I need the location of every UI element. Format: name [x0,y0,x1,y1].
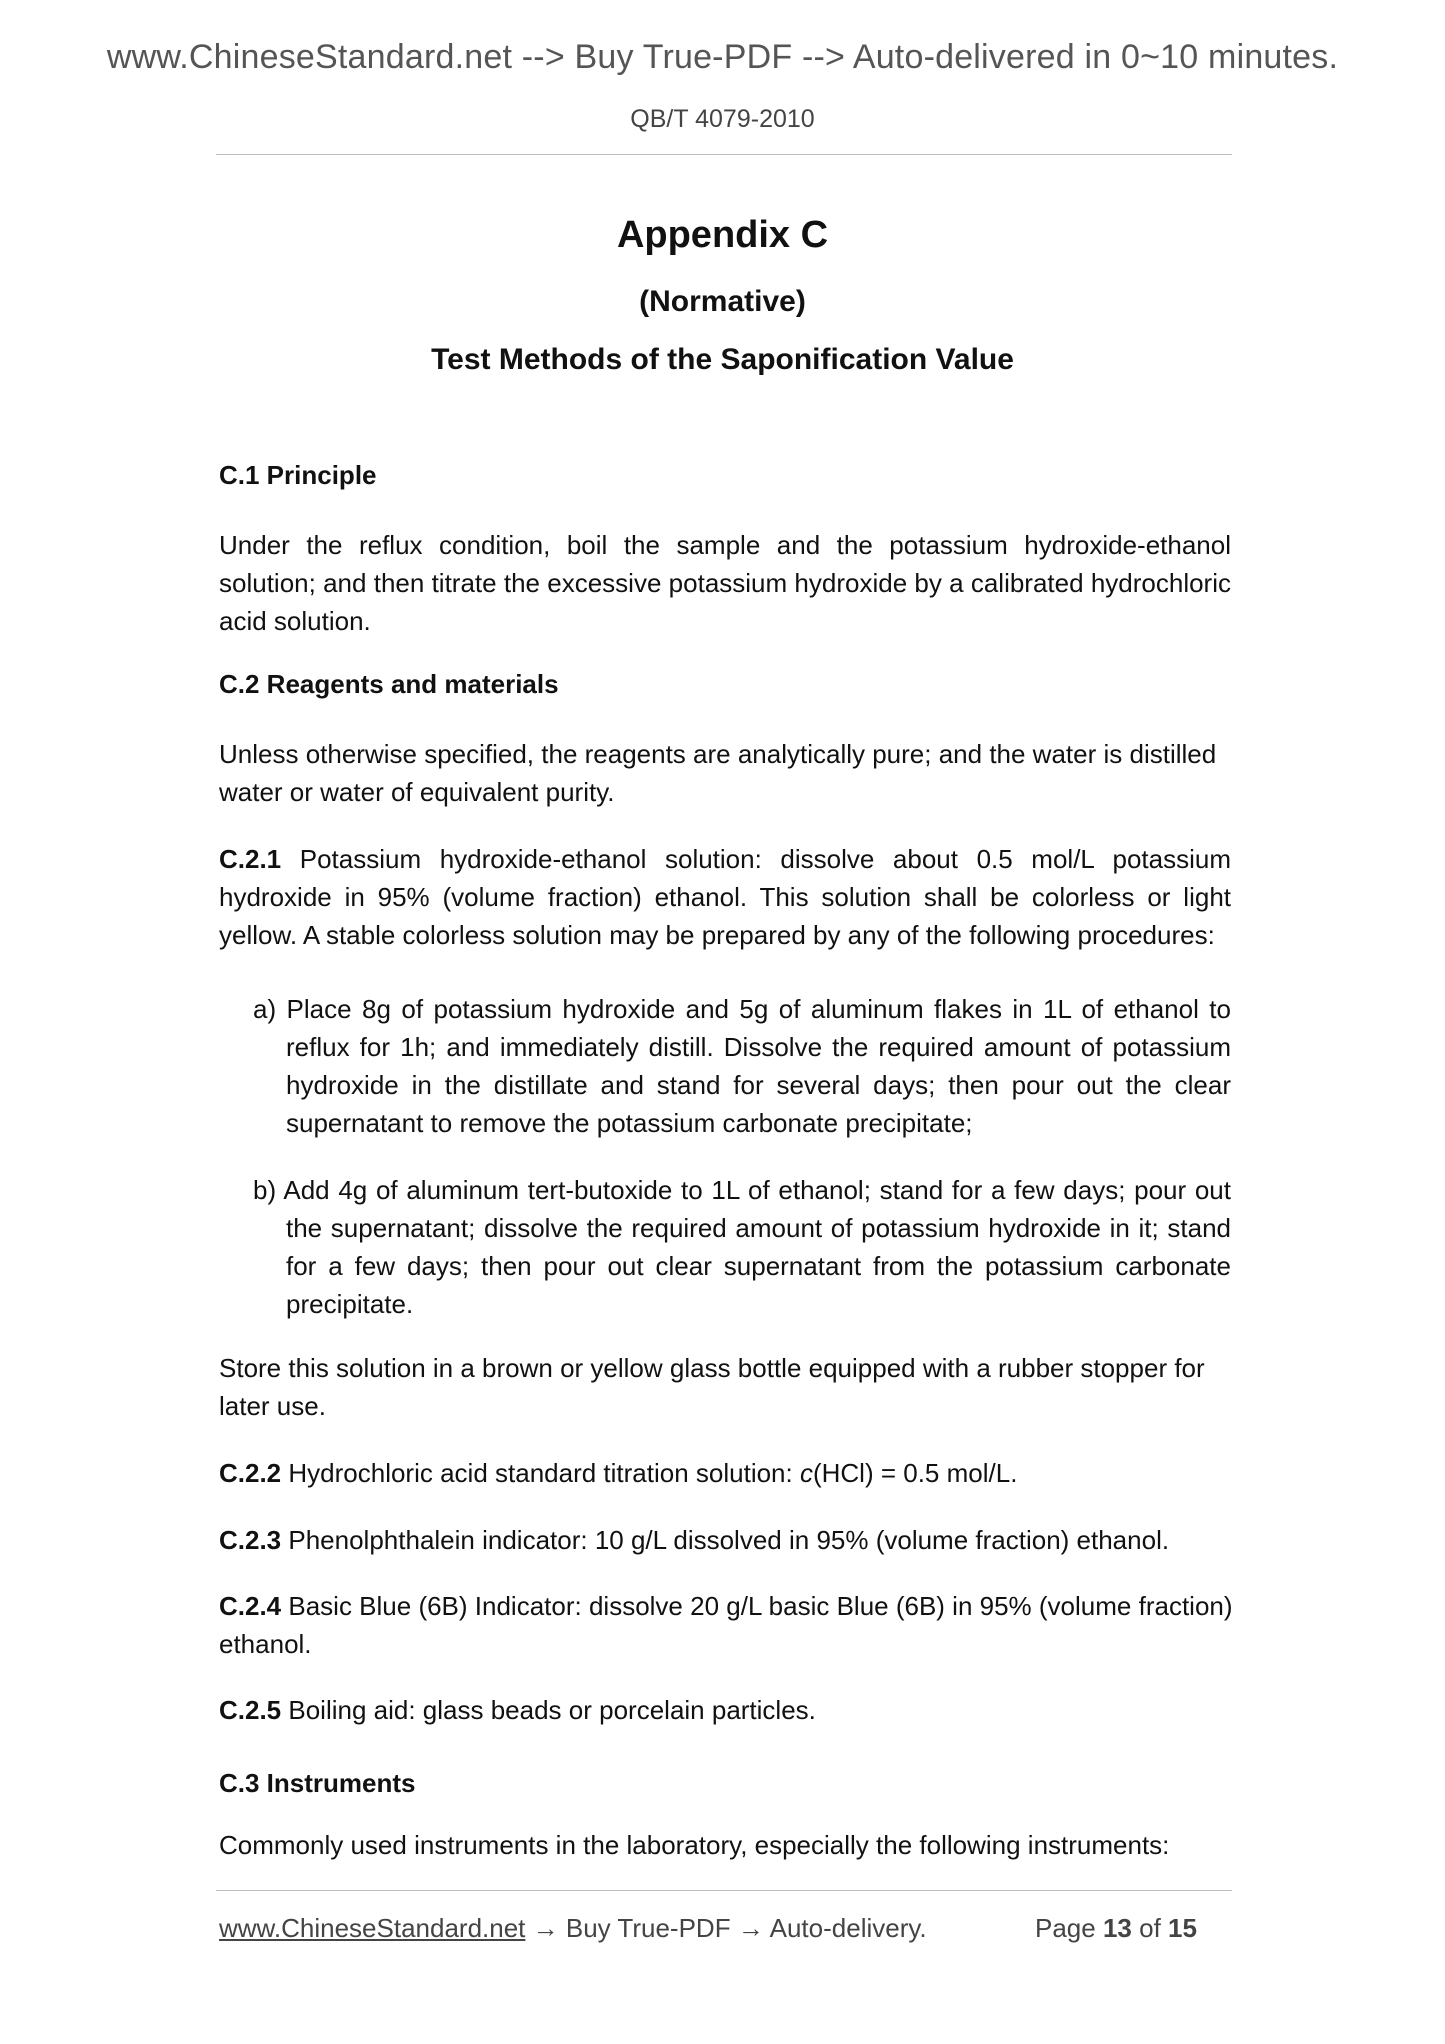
page-number: 13 [1102,1913,1132,1943]
paragraph-c21 [219,840,1231,954]
clause-text: Boiling aid: glass beads or porcelain particles. [281,1695,816,1725]
clause-text: Basic Blue (6B) Indicator: dissolve 20 g/L basic Blue (6B) in 95% (volume fraction) ethanol. [219,1591,1233,1659]
paragraph-c1: Under the reflux condition, boil the sample and the potassium hydroxide-ethanol solution; and then titrate the excessive potassium hydroxide by a calibrated hydrochloric acid solution. [219,530,1231,636]
clause-number: C.2.1 [219,844,282,874]
formula-symbol: c [799,1458,813,1488]
page-of-label: of [1139,1913,1161,1943]
section-heading-c3: C.3 Instruments [219,1768,416,1798]
paragraph-c2: Unless otherwise specified, the reagents are analytically pure; and the water is distilled water or water of equivalent purity. [219,739,1217,807]
clause-text: Potassium hydroxide-ethanol solution: dissolve about 0.5 mol/L potassium hydroxide in 95% (volume fraction) ethanol. This solution shall be colorless or light yellow. A stable colorless solution may be prepared by any of the following procedures: [219,844,1231,950]
arrow-right-icon: → [737,1913,764,1943]
paragraph-c24 [219,1587,1241,1663]
clause-text: Hydrochloric acid standard titration solution: [281,1458,800,1488]
appendix-title: Appendix C [616,214,829,256]
clause-number: C.2.3 [219,1525,282,1555]
clause-number: C.2.4 [219,1591,282,1621]
page-total: 15 [1168,1913,1197,1943]
clause-number: C.2.2 [219,1458,282,1488]
section-heading-c1: C.1 Principle [219,460,377,490]
footer-divider [216,1890,1232,1891]
footer-delivery-text: Auto-delivery. [769,1913,927,1943]
site-banner: www.ChineseStandard.net --> Buy True-PDF --> Auto-delivered in 0~10 minutes. [106,38,1339,76]
paragraph-c25 [219,1691,1231,1729]
appendix-topic: Test Methods of the Saponification Value [431,343,1014,376]
clause-text: Phenolphthalein indicator: 10 g/L dissolved in 95% (volume fraction) ethanol. [281,1525,1170,1555]
clause-text-formula: (HCl) = 0.5 mol/L. [812,1458,1018,1488]
paragraph-c23 [219,1521,1231,1559]
arrow-right-icon: → [532,1913,559,1943]
paragraph-c22 [219,1454,1231,1492]
paragraph-c3: Commonly used instruments in the laboratory, especially the following instruments: [219,1830,1170,1860]
footer-site-link[interactable]: www.ChineseStandard.net [219,1913,526,1943]
footer-buy-text: Buy True-PDF [565,1913,731,1943]
header-divider [216,154,1232,155]
footer-promo [219,1913,927,1944]
page-indicator [1035,1913,1197,1944]
document-code: QB/T 4079-2010 [630,105,815,133]
page-label: Page [1035,1913,1096,1943]
list-item-b: b) Add 4g of aluminum tert-butoxide to 1L of ethanol; stand for a few days; pour out the supernatant; dissolve the required amount of potassium hydroxide in it; stand for a few days; then pour out clear supernatant from the potassium carbonate precipitate. [253,1175,1231,1319]
list-item-a: a) Place 8g of potassium hydroxide and 5g of aluminum flakes in 1L of ethanol to reflux for 1h; and immediately distill. Dissolve the required amount of potassium hydroxide in the distillate and stand for several days; then pour out the clear supernatant to remove the potassium carbonate precipitate; [253,994,1231,1138]
paragraph-storage: Store this solution in a brown or yellow glass bottle equipped with a rubber stopper for later use. [219,1353,1205,1421]
clause-number: C.2.5 [219,1695,282,1725]
section-heading-c2: C.2 Reagents and materials [219,669,559,699]
appendix-subtitle: (Normative) [639,285,806,318]
